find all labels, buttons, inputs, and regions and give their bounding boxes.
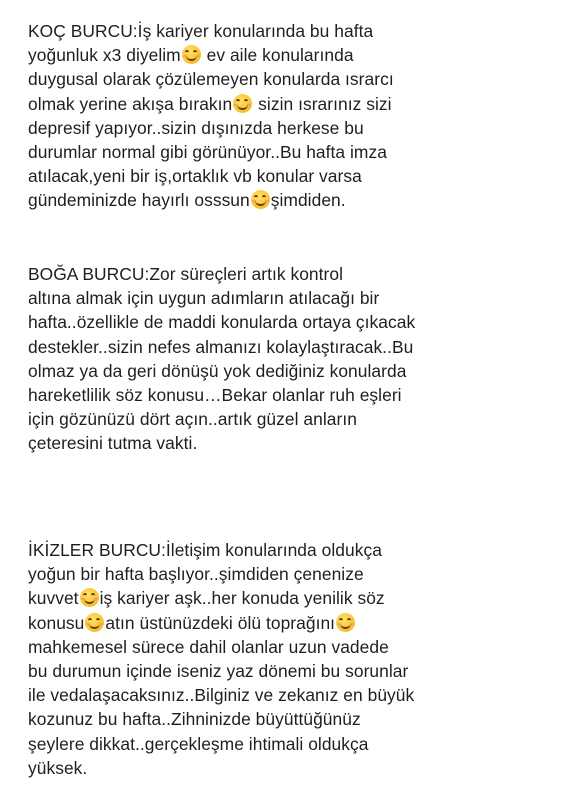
text-segment: kuvvet [28, 588, 79, 609]
smiling-face-icon [85, 613, 104, 632]
text-segment: mahkemesel sürece dahil olanlar uzun vadede [28, 636, 389, 657]
text-line [28, 19, 568, 43]
text-segment: şimdiden. [270, 190, 346, 211]
text-segment: için gözünüzü dört açın..artık güzel anların [28, 409, 357, 430]
text-segment: olmaz ya da geri dönüşü yok dediğiniz konularda [28, 360, 407, 381]
text-line [28, 43, 568, 67]
text-line [28, 164, 568, 188]
text-segment: atılacak,yeni bir iş,ortaklık vb konular varsa [28, 166, 362, 187]
text-line [28, 310, 568, 334]
text-segment: yüksek. [28, 757, 88, 778]
smiling-face-icon [233, 94, 252, 113]
text-line [28, 140, 568, 164]
text-line [28, 562, 568, 586]
text-segment: durumlar normal gibi görünüyor..Bu hafta imza [28, 141, 387, 162]
text-segment: depresif yapıyor..sizin dışınızda herkese bu [28, 117, 364, 138]
text-segment: konusu [28, 612, 85, 633]
horoscope-taurus [28, 262, 568, 456]
text-line [28, 383, 568, 407]
text-segment: İKİZLER BURCU:İletişim konularında oldukça [28, 540, 382, 560]
text-line [28, 262, 568, 286]
text-line [28, 683, 568, 707]
text-segment: altına almak için uygun adımların atılacağı bir [28, 288, 380, 309]
text-line [28, 335, 568, 359]
smiling-face-icon [80, 588, 99, 607]
text-segment: çeteresini tutma vakti. [28, 433, 198, 454]
text-segment: hareketlilik söz konusu…Bekar olanlar ruh eşleri [28, 384, 402, 405]
text-segment: iş kariyer aşk..her konuda yenilik söz [99, 588, 385, 609]
smiling-face-icon [251, 190, 270, 209]
text-line [28, 586, 568, 610]
text-line [28, 732, 568, 756]
text-line [28, 407, 568, 431]
smiling-face-icon [182, 45, 201, 64]
text-segment: ile vedalaşacaksınız..Bilginiz ve zekanız en büyük [28, 685, 415, 706]
horoscope-aries [28, 19, 568, 213]
text-segment: atın üstünüzdeki ölü toprağını [105, 612, 336, 633]
text-segment: şeylere dikkat..gerçekleşme ihtimali oldukça [28, 733, 369, 754]
text-segment: gündeminizde hayırlı osssun [28, 190, 250, 211]
text-line [28, 431, 568, 455]
text-line [28, 359, 568, 383]
smiling-face-icon [336, 613, 355, 632]
text-segment: yoğun bir hafta başlıyor..şimdiden çenenize [28, 564, 364, 585]
text-segment: duygusal olarak çözülemeyen konularda ısrarcı [28, 69, 394, 90]
text-segment: hafta..özellikle de maddi konularda ortaya çıkacak [28, 312, 416, 333]
text-segment: sizin ısrarınız sizi [253, 93, 392, 114]
text-line [28, 538, 568, 562]
text-segment: destekler..sizin nefes almanızı kolaylaştıracak..Bu [28, 336, 414, 357]
text-line [28, 756, 568, 780]
text-segment: yoğunluk x3 diyelim [28, 45, 181, 66]
text-line [28, 116, 568, 140]
text-line [28, 67, 568, 91]
text-segment: ev aile konularında [201, 45, 354, 66]
text-line [28, 659, 568, 683]
text-line [28, 707, 568, 731]
text-line [28, 188, 568, 212]
horoscope-gemini [28, 538, 568, 780]
text-segment: BOĞA BURCU:Zor süreçleri artık kontrol [28, 264, 344, 284]
text-line [28, 92, 568, 116]
text-segment: kozunuz bu hafta..Zihninizde büyüttüğünüz [28, 709, 361, 730]
text-line [28, 286, 568, 310]
text-segment: KOÇ BURCU:İş kariyer konularında bu hafta [28, 21, 374, 41]
text-line [28, 611, 568, 635]
text-segment: olmak yerine akışa bırakın [28, 93, 233, 114]
text-segment: bu durumun içinde iseniz yaz dönemi bu sorunlar [28, 660, 409, 681]
text-line [28, 635, 568, 659]
